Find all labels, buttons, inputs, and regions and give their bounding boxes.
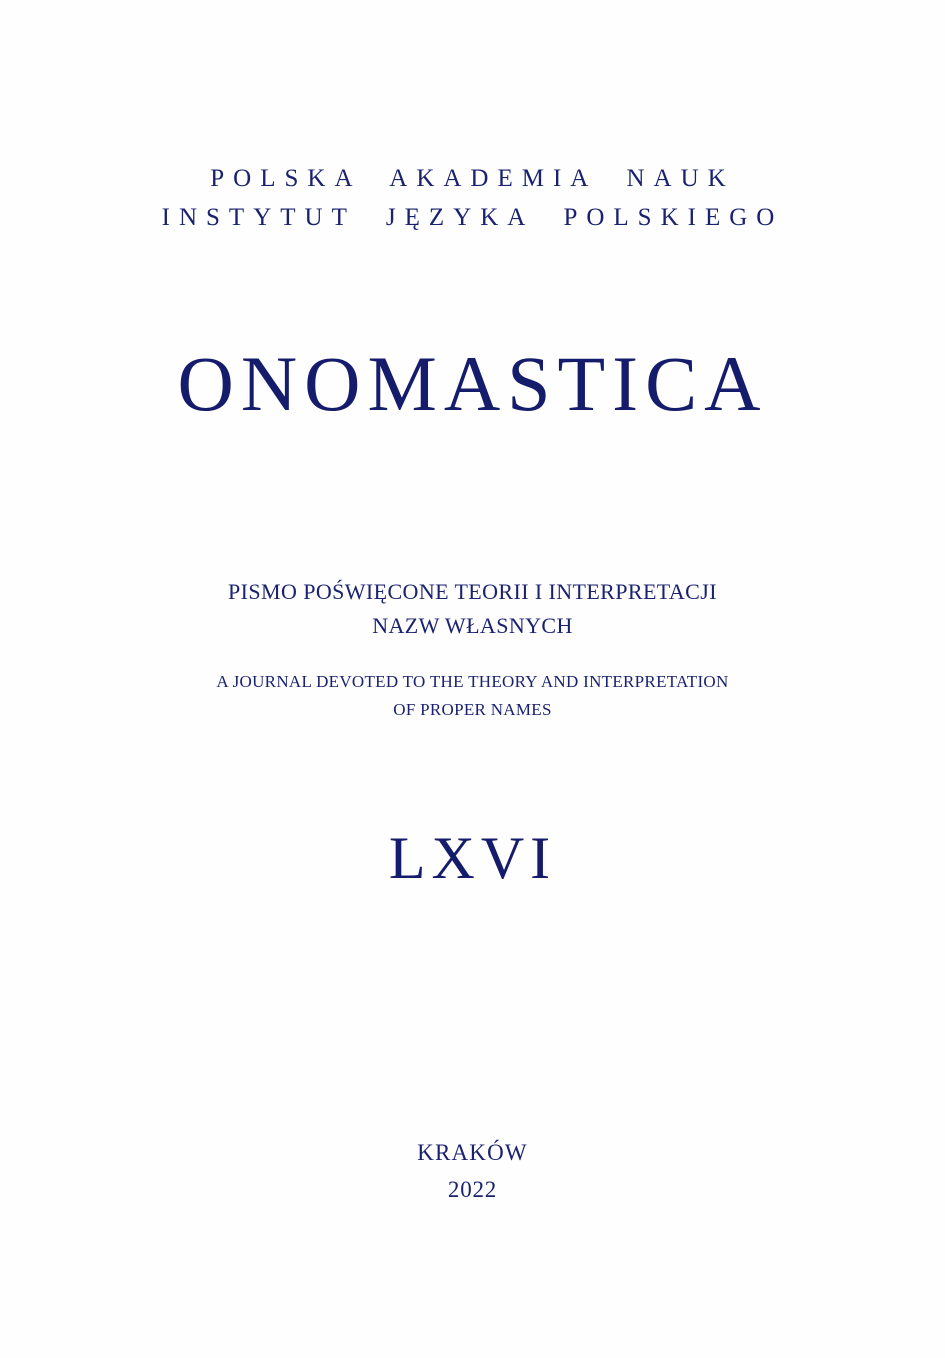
journal-title: ONOMASTICA — [177, 340, 768, 427]
imprint-city: KRAKÓW — [417, 1140, 528, 1165]
publisher-line-institute: INSTYTUT JĘZYKA POLSKIEGO — [161, 203, 784, 231]
subtitle-english-line-2: OF PROPER NAMES — [393, 700, 552, 720]
subtitle-polish — [0, 575, 945, 643]
publisher-line-academy: POLSKA AKADEMIA NAUK — [210, 165, 735, 192]
imprint-block — [0, 1135, 945, 1209]
imprint-year: 2022 — [447, 1176, 498, 1202]
subtitle-polish-line-1: PISMO POŚWIĘCONE TEORII I INTERPRETACJI — [228, 579, 717, 604]
subtitle-english — [0, 668, 945, 724]
subtitle-polish-line-2: NAZW WŁASNYCH — [372, 613, 573, 639]
publisher-block — [0, 160, 945, 238]
subtitle-english-line-1: A JOURNAL DEVOTED TO THE THEORY AND INTERPRETATION — [216, 672, 729, 691]
volume-number: LXVI — [388, 825, 557, 891]
